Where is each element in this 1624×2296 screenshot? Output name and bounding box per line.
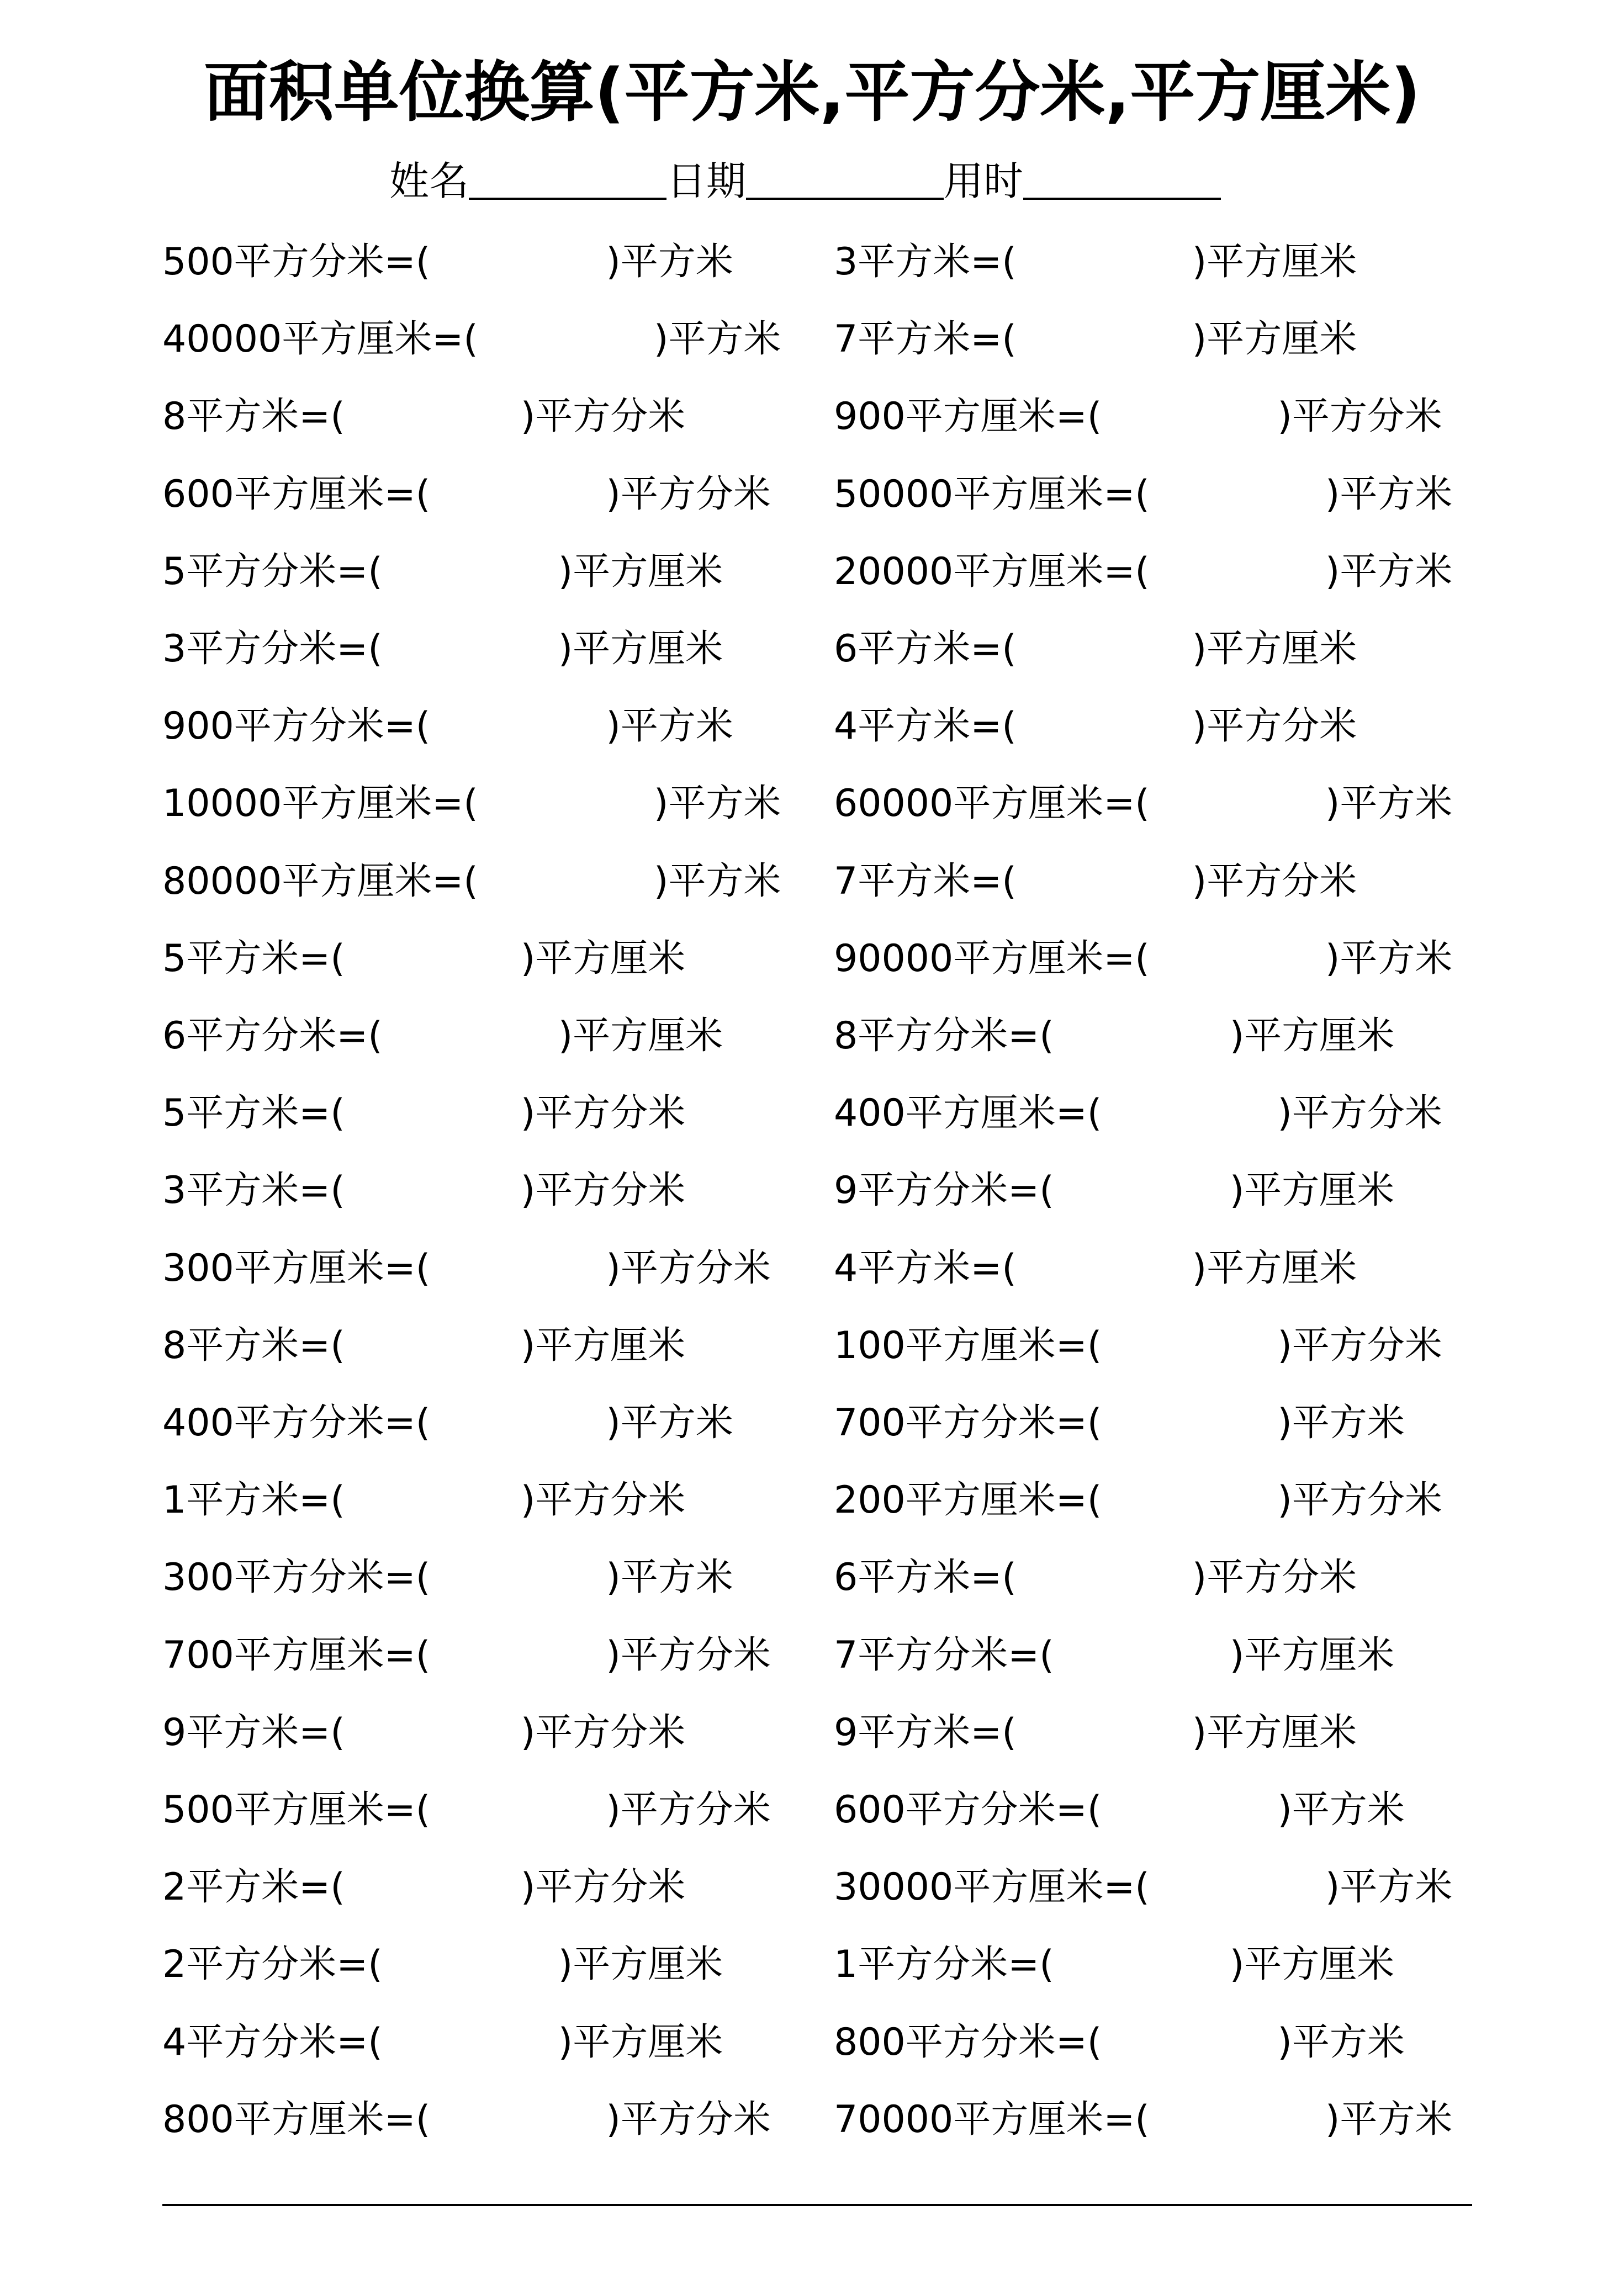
answer-blank[interactable] <box>1102 1396 1277 1451</box>
problem-unit: )平方米 <box>653 859 781 903</box>
answer-blank[interactable] <box>1102 1783 1277 1838</box>
answer-blank[interactable] <box>1150 931 1325 987</box>
answer-blank[interactable] <box>1017 622 1192 677</box>
problem-question: 700平方厘米=( <box>162 1633 431 1677</box>
answer-blank[interactable] <box>383 1937 558 1992</box>
problem-unit: )平方米 <box>1325 472 1453 516</box>
problem-question: 100平方厘米=( <box>834 1323 1102 1367</box>
answer-blank[interactable] <box>345 931 521 987</box>
worksheet-title: 面积单位换算(平方米,平方分米,平方厘米) <box>203 54 1421 130</box>
problem-unit: )平方分米 <box>520 1091 686 1136</box>
problem-question: 4平方米=( <box>834 1246 1017 1290</box>
answer-blank[interactable] <box>1150 467 1325 522</box>
problem-question: 10000平方厘米=( <box>162 782 478 826</box>
answer-blank[interactable] <box>345 1086 521 1141</box>
problem-unit: )平方米 <box>1325 782 1453 826</box>
answer-blank[interactable] <box>430 235 606 290</box>
problem-unit: )平方米 <box>1325 549 1453 593</box>
problem-question: 7平方米=( <box>834 859 1017 903</box>
answer-blank[interactable] <box>383 1009 558 1064</box>
problem-unit: )平方分米 <box>1192 704 1357 749</box>
problem-unit: )平方厘米 <box>1229 1014 1395 1058</box>
answer-blank[interactable] <box>430 2092 606 2147</box>
problem-question: 800平方分米=( <box>834 2020 1102 2064</box>
answer-blank[interactable] <box>345 1163 521 1218</box>
problem-unit: )平方分米 <box>1192 1556 1357 1600</box>
problem-question: 4平方米=( <box>834 704 1017 749</box>
problem-question: 500平方厘米=( <box>162 1788 431 1832</box>
problem-unit: )平方米 <box>606 704 733 749</box>
problem-unit: )平方厘米 <box>1192 627 1357 671</box>
problem-question: 2平方米=( <box>162 1865 345 1910</box>
problem-unit: )平方分米 <box>520 1710 686 1754</box>
answer-blank[interactable] <box>430 1550 606 1605</box>
problem-unit: )平方分米 <box>1277 395 1442 439</box>
problem-question: 9平方分米=( <box>834 1169 1054 1213</box>
problem-question: 300平方厘米=( <box>162 1246 431 1290</box>
problem-question: 8平方米=( <box>162 1323 345 1367</box>
problem-question: 4平方分米=( <box>162 2020 383 2064</box>
answer-blank[interactable] <box>1017 854 1192 909</box>
problem-unit: )平方米 <box>606 1556 733 1600</box>
problem-unit: )平方分米 <box>520 1865 686 1910</box>
problem-question: 8平方米=( <box>162 395 345 439</box>
problem-unit: )平方厘米 <box>1229 1169 1395 1213</box>
problem-question: 5平方米=( <box>162 936 345 980</box>
problem-question: 7平方米=( <box>834 317 1017 362</box>
answer-blank[interactable] <box>1054 1628 1230 1683</box>
problem-unit: )平方米 <box>1277 1401 1405 1445</box>
answer-blank[interactable] <box>1017 235 1192 290</box>
problem-question: 900平方厘米=( <box>834 395 1102 439</box>
problem-question: 500平方分米=( <box>162 240 431 284</box>
time-blank[interactable] <box>1023 159 1221 200</box>
problem-unit: )平方米 <box>1325 936 1453 980</box>
answer-blank[interactable] <box>1017 312 1192 367</box>
problem-unit: )平方厘米 <box>558 2020 723 2064</box>
answer-blank[interactable] <box>1017 1705 1192 1761</box>
answer-blank[interactable] <box>430 699 606 754</box>
problem-unit: )平方米 <box>653 317 781 362</box>
answer-blank[interactable] <box>1102 2015 1277 2070</box>
answer-blank[interactable] <box>430 1241 606 1296</box>
problem-unit: )平方米 <box>1325 1865 1453 1910</box>
problem-question: 600平方厘米=( <box>162 472 431 516</box>
problem-question: 40000平方厘米=( <box>162 317 478 362</box>
answer-blank[interactable] <box>1150 776 1325 831</box>
date-label: 日期 <box>666 158 747 204</box>
answer-blank[interactable] <box>345 1473 521 1528</box>
problem-question: 800平方厘米=( <box>162 2097 431 2141</box>
problem-question: 700平方分米=( <box>834 1401 1102 1445</box>
problem-unit: )平方分米 <box>1277 1478 1442 1523</box>
answer-blank[interactable] <box>478 776 654 831</box>
problem-question: 80000平方厘米=( <box>162 859 478 903</box>
problem-unit: )平方厘米 <box>1192 1710 1357 1754</box>
problem-unit: )平方厘米 <box>558 1943 723 1987</box>
problem-question: 30000平方厘米=( <box>834 1865 1150 1910</box>
answer-blank[interactable] <box>1054 1163 1230 1218</box>
problem-question: 1平方米=( <box>162 1478 345 1523</box>
problem-question: 50000平方厘米=( <box>834 472 1150 516</box>
problem-unit: )平方分米 <box>520 1478 686 1523</box>
problem-question: 400平方分米=( <box>162 1401 431 1445</box>
problem-unit: )平方分米 <box>606 1246 771 1290</box>
answer-blank[interactable] <box>430 1396 606 1451</box>
answer-blank[interactable] <box>1150 1860 1325 1915</box>
problem-unit: )平方分米 <box>606 1788 771 1832</box>
problem-question: 9平方米=( <box>162 1710 345 1754</box>
problem-unit: )平方分米 <box>606 472 771 516</box>
problem-unit: )平方米 <box>653 782 781 826</box>
answer-blank[interactable] <box>345 1318 521 1374</box>
answer-blank[interactable] <box>1102 1318 1277 1374</box>
time-label: 用时 <box>944 158 1024 204</box>
problem-unit: )平方米 <box>1277 2020 1405 2064</box>
problem-question: 1平方分米=( <box>834 1943 1054 1987</box>
problem-question: 90000平方厘米=( <box>834 936 1150 980</box>
problem-question: 70000平方厘米=( <box>834 2097 1150 2141</box>
problem-unit: )平方分米 <box>606 1633 771 1677</box>
problem-unit: )平方厘米 <box>1192 317 1357 362</box>
problem-question: 300平方分米=( <box>162 1556 431 1600</box>
answer-blank[interactable] <box>1054 1009 1230 1064</box>
name-blank[interactable] <box>469 159 666 200</box>
problem-question: 3平方分米=( <box>162 627 383 671</box>
problem-unit: )平方厘米 <box>520 1323 686 1367</box>
problem-unit: )平方分米 <box>520 395 686 439</box>
problem-unit: )平方分米 <box>1277 1323 1442 1367</box>
answer-blank[interactable] <box>1102 389 1277 444</box>
student-info-line <box>389 153 1221 209</box>
problem-unit: )平方分米 <box>520 1169 686 1213</box>
answer-blank[interactable] <box>383 622 558 677</box>
problem-question: 6平方米=( <box>834 1556 1017 1600</box>
problem-unit: )平方米 <box>1325 2097 1453 2141</box>
answer-blank[interactable] <box>383 544 558 600</box>
problem-unit: )平方厘米 <box>1192 240 1357 284</box>
problem-unit: )平方厘米 <box>558 627 723 671</box>
problem-unit: )平方厘米 <box>1192 1246 1357 1290</box>
answer-blank[interactable] <box>1017 1550 1192 1605</box>
problem-question: 20000平方厘米=( <box>834 549 1150 593</box>
answer-blank[interactable] <box>1017 1241 1192 1296</box>
problem-unit: )平方厘米 <box>558 549 723 593</box>
problem-question: 6平方分米=( <box>162 1014 383 1058</box>
answer-blank[interactable] <box>383 2015 558 2070</box>
problem-question: 8平方分米=( <box>834 1014 1054 1058</box>
problem-question: 400平方厘米=( <box>834 1091 1102 1136</box>
problem-question: 600平方分米=( <box>834 1788 1102 1832</box>
answer-blank[interactable] <box>1150 2092 1325 2147</box>
name-label: 姓名 <box>389 158 469 204</box>
problem-question: 7平方分米=( <box>834 1633 1054 1677</box>
answer-blank[interactable] <box>1017 699 1192 754</box>
answer-blank[interactable] <box>345 1705 521 1761</box>
problem-question: 60000平方厘米=( <box>834 782 1150 826</box>
problem-unit: )平方厘米 <box>520 936 686 980</box>
answer-blank[interactable] <box>430 1783 606 1838</box>
problem-question: 5平方分米=( <box>162 549 383 593</box>
problem-unit: )平方米 <box>1277 1788 1405 1832</box>
answer-blank[interactable] <box>1054 1937 1230 1992</box>
problem-unit: )平方分米 <box>1277 1091 1442 1136</box>
answer-blank[interactable] <box>1102 1086 1277 1141</box>
problem-unit: )平方厘米 <box>1229 1633 1395 1677</box>
answer-blank[interactable] <box>478 312 654 367</box>
problem-question: 3平方米=( <box>834 240 1017 284</box>
problem-unit: )平方米 <box>606 240 733 284</box>
bottom-divider <box>162 2204 1472 2206</box>
date-blank[interactable] <box>746 159 944 200</box>
problem-question: 3平方米=( <box>162 1169 345 1213</box>
problem-unit: )平方厘米 <box>1229 1943 1395 1987</box>
answer-blank[interactable] <box>1102 1473 1277 1528</box>
answer-blank[interactable] <box>478 854 654 909</box>
problem-question: 9平方米=( <box>834 1710 1017 1754</box>
problem-unit: )平方分米 <box>606 2097 771 2141</box>
problem-question: 900平方分米=( <box>162 704 431 749</box>
answer-blank[interactable] <box>1150 544 1325 600</box>
answer-blank[interactable] <box>430 467 606 522</box>
answer-blank[interactable] <box>345 389 521 444</box>
problem-question: 6平方米=( <box>834 627 1017 671</box>
problem-question: 200平方厘米=( <box>834 1478 1102 1523</box>
problem-unit: )平方分米 <box>1192 859 1357 903</box>
problem-question: 2平方分米=( <box>162 1943 383 1987</box>
problem-unit: )平方米 <box>606 1401 733 1445</box>
answer-blank[interactable] <box>430 1628 606 1683</box>
problem-unit: )平方厘米 <box>558 1014 723 1058</box>
problem-question: 5平方米=( <box>162 1091 345 1136</box>
answer-blank[interactable] <box>345 1860 521 1915</box>
